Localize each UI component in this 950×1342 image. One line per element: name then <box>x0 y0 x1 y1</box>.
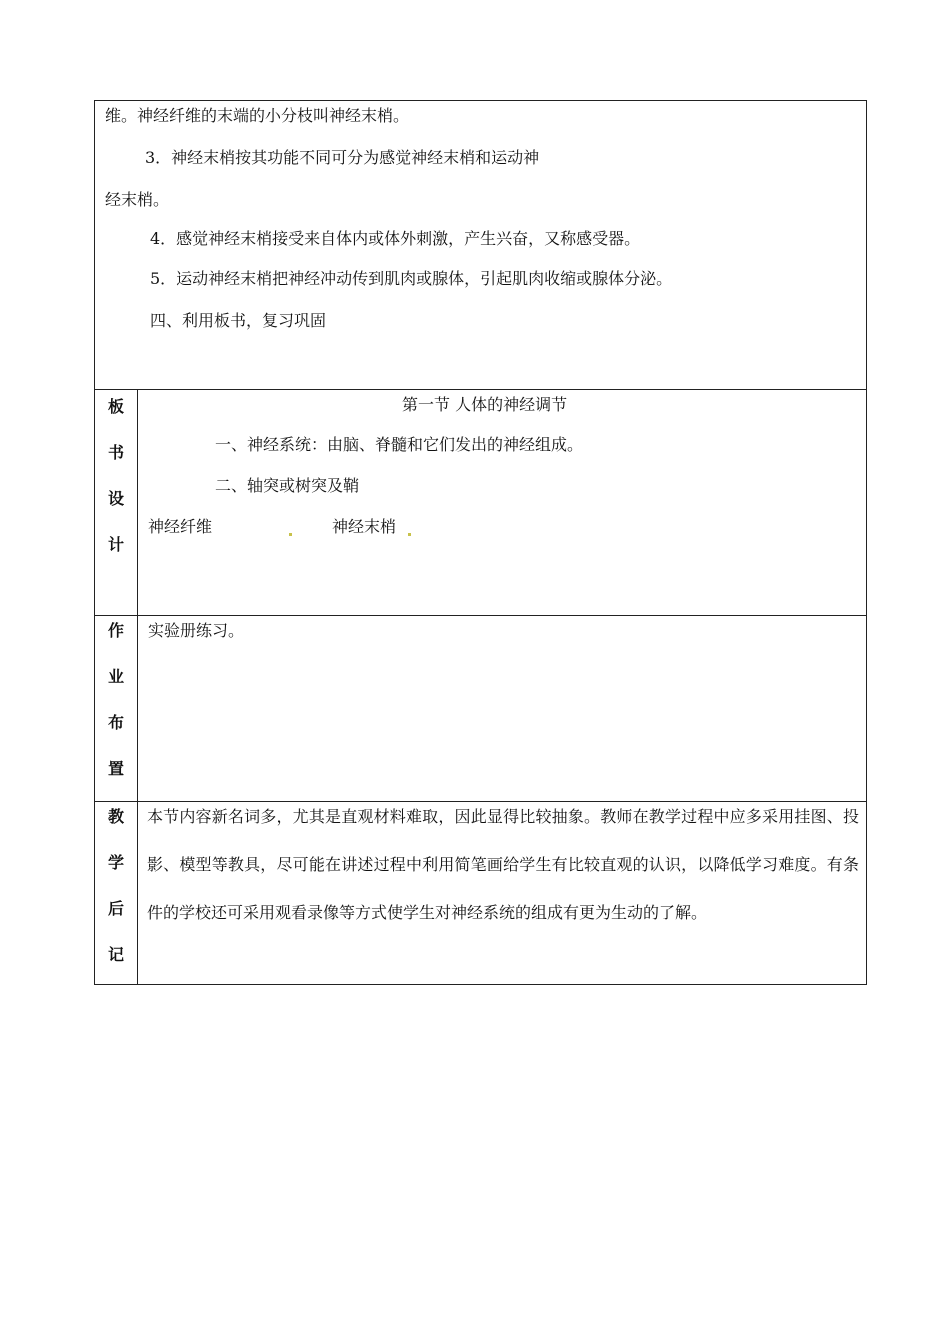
label-char: 记 <box>107 945 124 964</box>
mark-dot <box>289 533 292 536</box>
board-item: 一、神经系统：由脑、脊髓和它们发出的神经组成。 <box>215 435 584 454</box>
label-char: 后 <box>107 899 124 918</box>
board-item: 二、轴突或树突及鞘 <box>215 476 360 495</box>
text-line: 维。神经纤维的末端的小分枝叫神经末梢。 <box>105 106 410 125</box>
board-term: 神经纤维 <box>148 517 213 536</box>
text-line: 4．感觉神经末梢接受来自体内或体外刺激，产生兴奋，又称感受器。 <box>150 229 641 248</box>
text-line: 四、利用板书，复习巩固 <box>150 311 327 330</box>
label-char: 作 <box>107 621 124 640</box>
label-char: 书 <box>107 443 124 462</box>
homework-label <box>95 621 137 805</box>
row-divider <box>95 615 866 616</box>
text-line: 3．神经末梢按其功能不同可分为感觉神经末梢和运动神 <box>145 148 540 167</box>
mark-dot <box>408 533 411 536</box>
text-line: 经末梢。 <box>105 190 170 209</box>
board-title: 第一节 人体的神经调节 <box>402 395 568 414</box>
homework-text: 实验册练习。 <box>148 621 245 640</box>
row-divider <box>95 389 866 390</box>
board-design-label <box>95 397 137 581</box>
lesson-table <box>94 100 867 985</box>
label-char: 教 <box>107 807 124 826</box>
label-char: 布 <box>107 713 124 732</box>
reflection-label <box>95 807 137 991</box>
label-char: 学 <box>107 853 124 872</box>
board-term: 神经末梢 <box>332 517 397 536</box>
column-divider <box>137 389 138 985</box>
label-char: 计 <box>107 535 124 554</box>
reflection-text: 本节内容新名词多，尤其是直观材料难取，因此显得比较抽象。教师在教学过程中应多采用挂图、投影、模型等教具，尽可能在讲述过程中利用简笔画给学生有比较直观的认识，以降低学习难度。有条件的学校还可采用观看录像等方式使学生对神经系统的组成有更为生动的了解。 <box>147 807 859 922</box>
label-char: 业 <box>107 667 124 686</box>
text-line: 5．运动神经末梢把神经冲动传到肌肉或腺体，引起肌肉收缩或腺体分泌。 <box>150 269 673 288</box>
label-char: 置 <box>107 759 124 778</box>
label-char: 板 <box>107 397 124 416</box>
label-char: 设 <box>107 489 124 508</box>
